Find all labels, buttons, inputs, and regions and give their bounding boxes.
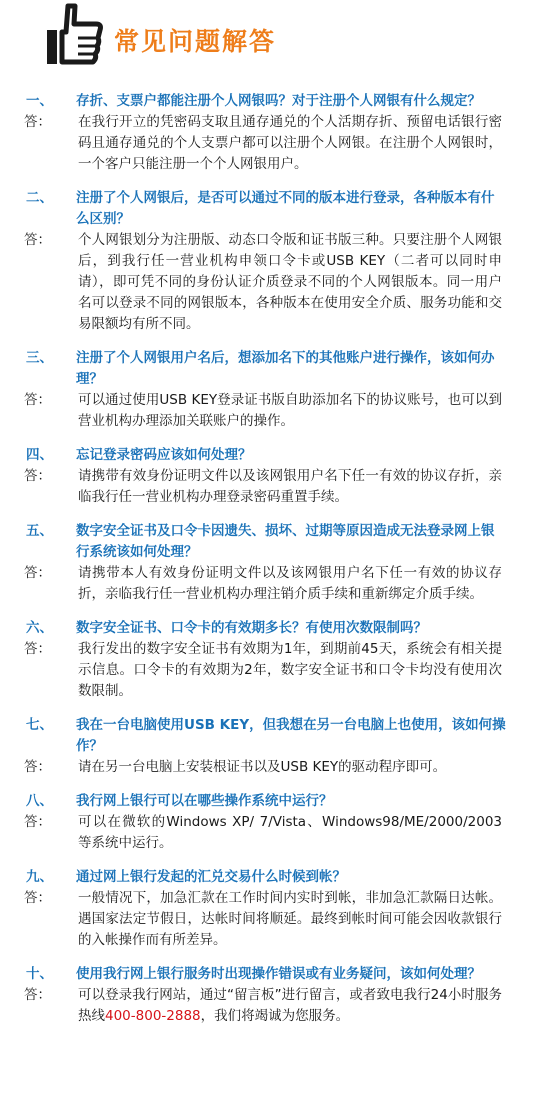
faq-item [0,715,545,778]
question-text: 注册了个人网银后，是否可以通过不同的版本进行登录，各种版本有什么区别？ [76,190,495,227]
question-number: 六、 [26,620,53,636]
question-number: 五、 [26,523,53,539]
answer-label: 答： [24,890,51,906]
faq-question [0,188,545,230]
faq-item [0,188,545,335]
question-number: 四、 [26,447,53,463]
faq-answer [0,230,545,335]
faq-item [0,445,545,508]
answer-text: 请在另一台电脑上安装根证书以及USB KEY的驱动程序即可。 [78,759,447,775]
faq-item [0,91,545,175]
page-title: 常见问题解答 [114,27,277,56]
faq-question [0,791,545,812]
question-number: 十、 [26,966,53,982]
question-number: 三、 [26,350,53,366]
answer-label: 答： [24,565,51,581]
question-number: 二、 [26,190,53,206]
answer-label: 答： [24,392,51,408]
question-text: 数字安全证书及口令卡因遗失、损坏、过期等原因造成无法登录网上银行系统该如何处理？ [76,523,495,560]
question-number: 八、 [26,793,53,809]
faq-answer [0,466,545,508]
faq-answer [0,888,545,951]
faq-question [0,445,545,466]
faq-list [0,91,545,1040]
question-text: 存折、支票户都能注册个人网银吗？对于注册个人网银有什么规定？ [76,93,481,109]
answer-label: 答： [24,987,51,1003]
question-text: 我行网上银行可以在哪些操作系统中运行？ [76,793,333,809]
answer-text: 请携带有效身份证明文件以及该网银用户名下任一有效的协议存折，亲临我行任一营业机构办理登录密码重置手续。 [78,468,502,505]
faq-answer [0,112,545,175]
faq-answer [0,757,545,778]
question-number: 一、 [26,93,53,109]
faq-item [0,791,545,854]
answer-text: 一般情况下，加急汇款在工作时间内实时到帐，非加急汇款隔日达帐。遇国家法定节假日，达帐时间将顺延。最终到帐时间可能会因收款银行的入帐操作而有所差异。 [78,890,502,948]
question-text: 数字安全证书、口令卡的有效期多长？有使用次数限制吗？ [76,620,427,636]
question-text: 我在一台电脑使用USB KEY，但我想在另一台电脑上也使用，该如何操作？ [76,717,506,754]
answer-text-part: ，我们将竭诚为您服务。 [200,1008,350,1024]
answer-text: 可以通过使用USB KEY登录证书版自助添加名下的协议账号，也可以到营业机构办理添加关联账户的操作。 [78,392,502,429]
faq-answer [0,390,545,432]
question-text: 通过网上银行发起的汇兑交易什么时候到帐？ [76,869,346,885]
answer-label: 答： [24,114,51,130]
faq-answer [0,639,545,702]
faq-answer [0,563,545,605]
faq-question [0,715,545,757]
faq-question [0,91,545,112]
answer-label: 答： [24,641,51,657]
question-text: 使用我行网上银行服务时出现操作错误或有业务疑问，该如何处理？ [76,966,481,982]
faq-item [0,521,545,605]
question-text: 忘记登录密码应该如何处理？ [76,447,252,463]
answer-label: 答： [24,232,51,248]
faq-question [0,618,545,639]
answer-label: 答： [24,759,51,775]
answer-text [78,985,502,1027]
faq-question [0,964,545,985]
faq-answer [0,985,545,1027]
faq-item [0,618,545,702]
faq-answer [0,812,545,854]
question-text: 注册了个人网银用户名后，想添加名下的其他账户进行操作，该如何办理？ [76,350,495,387]
answer-text-part: 可以登录我行网站，通过“留言板”进行留言，或者致电我行24小时服务热线 [78,987,502,1024]
question-number: 七、 [26,717,53,733]
answer-text: 我行发出的数字安全证书有效期为1年，到期前45天，系统会有相关提示信息。口令卡的有效期为2年，数字安全证书和口令卡均没有使用次数限制。 [78,641,502,699]
faq-question [0,521,545,563]
faq-item [0,348,545,432]
faq-question [0,867,545,888]
faq-question [0,348,545,390]
page-header [0,0,545,72]
answer-text: 个人网银划分为注册版、动态口令版和证书版三种。只要注册个人网银后，到我行任一营业机构申领口令卡或USB KEY（二者可以同时申请），即可凭不同的身份认证介质登录不同的个人网银版本。同一用户名可以登录不同的网银版本，各种版本在使用安全介质、服务功能和交易限额均有所不同。 [78,232,502,332]
service-hotline: 400-800-2888 [105,1008,201,1024]
answer-label: 答： [24,814,51,830]
answer-text: 可以在微软的Windows XP/ 7/Vista、Windows98/ME/2000/2003等系统中运行。 [78,814,502,851]
faq-item [0,964,545,1027]
answer-text: 在我行开立的凭密码支取且通存通兑的个人活期存折、预留电话银行密码且通存通兑的个人支票户都可以注册个人网银。在注册个人网银时，一个客户只能注册一个个人网银用户。 [78,114,502,172]
question-number: 九、 [26,869,53,885]
thumbs-up-icon [44,2,108,68]
answer-label: 答： [24,468,51,484]
faq-item [0,867,545,951]
answer-text: 请携带本人有效身份证明文件以及该网银用户名下任一有效的协议存折，亲临我行任一营业机构办理注销介质手续和重新绑定介质手续。 [78,565,502,602]
